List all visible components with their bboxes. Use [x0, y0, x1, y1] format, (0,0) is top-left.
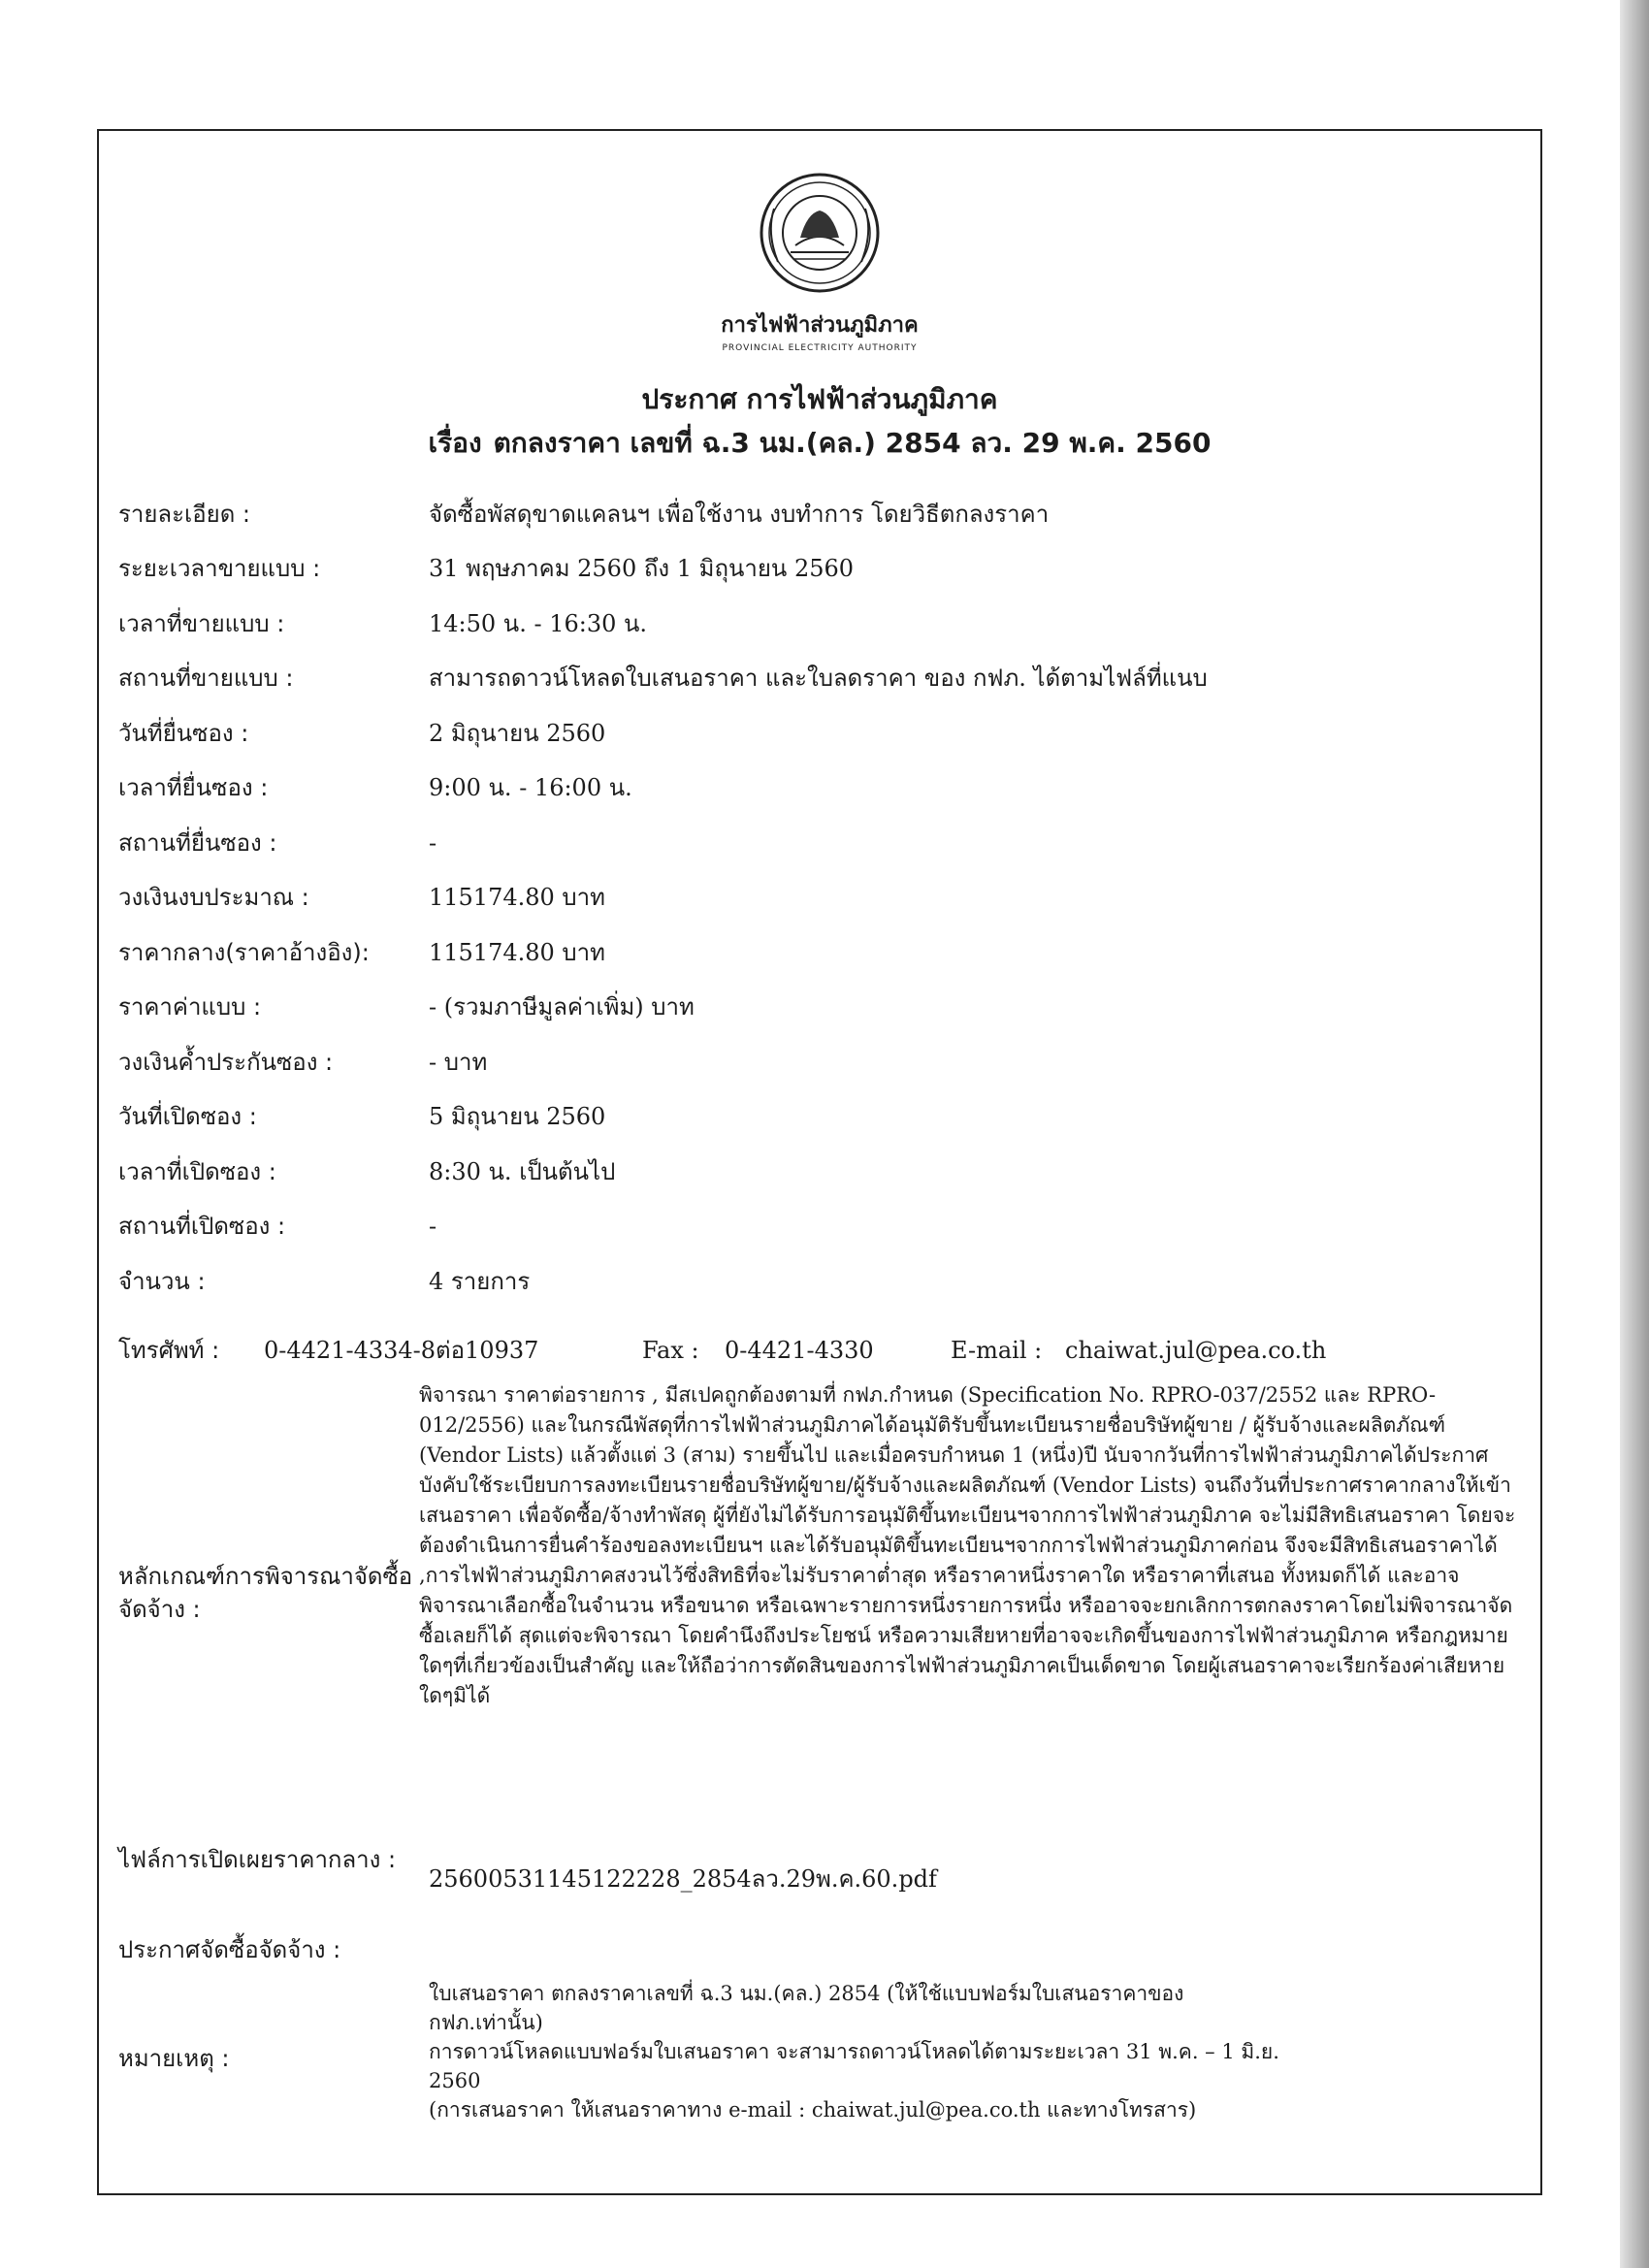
phone-label: โทรศัพท์ :	[118, 1337, 220, 1364]
fax-label: Fax :	[642, 1337, 699, 1364]
phone-value: 0-4421-4334-8ต่อ10937	[264, 1337, 539, 1364]
org-name-thai: การไฟฟ้าส่วนภูมิภาค	[721, 313, 919, 338]
pea-seal-logo	[757, 170, 883, 296]
note-line: ใบเสนอราคา ตกลงราคาเลขที่ ฉ.3 นม.(คล.) 2854 (ให้ใช้แบบฟอร์มใบเสนอราคาของ	[429, 1982, 1184, 2005]
field-value: 9:00 น. - 16:00 น.	[429, 774, 632, 801]
field-value: สามารถดาวน์โหลดใบเสนอราคา และใบลดราคา ของ กฟภ. ได้ตามไฟล์ที่แนบ	[429, 664, 1208, 692]
criteria-label: หลักเกณฑ์การพิจารณาจัดซื้อจัดจ้าง :	[118, 1563, 413, 1623]
announcement-title: ประกาศ การไฟฟ้าส่วนภูมิภาค	[641, 383, 998, 415]
field-value: -	[429, 829, 437, 857]
note-line: (การเสนอราคา ให้เสนอราคาทาง e-mail : chaiwat.jul@pea.co.th และทางโทรสาร)	[429, 2098, 1197, 2122]
file-disclosure-link[interactable]: 25600531145122228_2854ลว.29พ.ค.60.pdf	[429, 1865, 937, 1893]
field-value: -	[429, 1213, 437, 1240]
field-value: - บาท	[429, 1049, 488, 1076]
field-label: ระยะเวลาขายแบบ :	[118, 555, 321, 582]
notes-label: หมายเหตุ :	[118, 2045, 230, 2072]
field-value: 115174.80 บาท	[429, 939, 605, 966]
field-label: สถานที่เปิดซอง :	[118, 1213, 286, 1240]
field-value: 31 พฤษภาคม 2560 ถึง 1 มิถุนายน 2560	[429, 555, 855, 582]
header-logo-block	[99, 170, 1540, 353]
field-label: รายละเอียด :	[118, 501, 251, 528]
email-value: chaiwat.jul@pea.co.th	[1065, 1337, 1327, 1364]
announcement-subject	[99, 422, 1540, 465]
org-name-english: PROVINCIAL ELECTRICITY AUTHORITY	[722, 343, 918, 353]
field-value: จัดซื้อพัสดุขาดแคลนฯ เพื่อใช้งาน งบทำการ โดยวิธีตกลงราคา	[429, 501, 1050, 528]
page-edge-shadow	[1620, 0, 1649, 2268]
field-label: เวลาที่เปิดซอง :	[118, 1158, 276, 1185]
field-value: 5 มิถุนายน 2560	[429, 1103, 606, 1130]
criteria-text: พิจารณา ราคาต่อรายการ , มีสเปคถูกต้องตามที่ กฟภ.กำหนด (Specification No. RPRO-037/2552 และ RPRO-012/2556) และในกรณีพัสดุที่การไฟฟ้าส่วนภูมิภาคได้อนุมัติรับขึ้นทะเบียนรายชื่อบริษัทผู้ขาย / ผู้รับจ้างและผลิตภัณฑ์ (Vendor Lists) แล้วตั้งแต่ 3 (สาม) รายขึ้นไป และเมื่อครบกำหนด 1 (หนึ่ง)ปี นับจากวันที่การไฟฟ้าส่วนภูมิภาคได้ประกาศบังคับใช้ระเบียบการลงทะเบียนรายชื่อบริษัทผู้ขาย/ผู้รับจ้างและผลิตภัณฑ์ (Vendor Lists) จนถึงวันที่ประกาศราคากลางให้เข้าเสนอราคา เพื่อจัดซื้อ/จ้างทำพัสดุ ผู้ที่ยังไม่ได้รับการอนุมัติขึ้นทะเบียนฯจากการไฟฟ้าส่วนภูมิภาค จะไม่มีสิทธิเสนอราคา โดยจะต้องดำเนินการยื่นคำร้องขอลงทะเบียนฯ และได้รับอนุมัติขึ้นทะเบียนฯจากการไฟฟ้าส่วนภูมิภาคก่อน จึงจะมีสิทธิเสนอราคาได้ ,การไฟฟ้าส่วนภูมิภาคสงวนไว้ซึ่งสิทธิที่จะไม่รับราคาต่ำสุด หรือราคาหนึ่งราคาใด หรือราคาที่เสนอ ทั้งหมดก็ได้ และอาจพิจารณาเลือกซื้อในจำนวน หรือขนาด หรือเฉพาะรายการหนึ่งรายการหนึ่ง หรืออาจจะยกเลิกการตกลงราคาโดยไม่พิจารณาจัดซื้อเลยก็ได้ สุดแต่จะพิจารณา โดยคำนึงถึงประโยชน์ หรือความเสียหายที่อาจจะเกิดขึ้นของการไฟฟ้าส่วนภูมิภาค หรือกฎหมายใดๆที่เกี่ยวข้องเป็นสำคัญ และให้ถือว่าการตัดสินของการไฟฟ้าส่วนภูมิภาคเป็นเด็ดขาด โดยผู้เสนอราคาจะเรียกร้องค่าเสียหายใดๆมิได้	[419, 1383, 1516, 1707]
email-label: E-mail :	[951, 1337, 1043, 1364]
subject-text: ตกลงราคา เลขที่ ฉ.3 นม.(คล.) 2854 ลว. 29 พ.ค. 2560	[493, 427, 1212, 459]
note-line: กฟภ.เท่านั้น)	[429, 2011, 543, 2034]
field-value: 14:50 น. - 16:30 น.	[429, 610, 648, 637]
procurement-notice-label: ประกาศจัดซื้อจัดจ้าง :	[118, 1936, 341, 1963]
document-frame	[97, 129, 1542, 2195]
file-disclosure-label: ไฟล์การเปิดเผยราคากลาง :	[118, 1846, 397, 1873]
field-value: 115174.80 บาท	[429, 884, 605, 911]
field-label: วันที่เปิดซอง :	[118, 1103, 257, 1130]
field-label: วงเงินค้ำประกันซอง :	[118, 1049, 334, 1076]
subject-prefix: เรื่อง	[428, 427, 482, 459]
field-label: เวลาที่ขายแบบ :	[118, 610, 285, 637]
fax-value: 0-4421-4330	[725, 1337, 874, 1364]
note-line: 2560	[429, 2069, 481, 2092]
field-label: เวลาที่ยื่นซอง :	[118, 774, 269, 801]
field-label: สถานที่ขายแบบ :	[118, 664, 294, 692]
field-label: สถานที่ยื่นซอง :	[118, 829, 277, 857]
field-label: ราคาค่าแบบ :	[118, 993, 262, 1021]
field-label: ราคากลาง(ราคาอ้างอิง):	[118, 939, 370, 966]
field-value: 8:30 น. เป็นต้นไป	[429, 1158, 616, 1185]
field-value: - (รวมภาษีมูลค่าเพิ่ม) บาท	[429, 993, 695, 1021]
notes-text	[429, 1979, 1521, 2124]
field-value: 2 มิถุนายน 2560	[429, 720, 606, 747]
field-label: วันที่ยื่นซอง :	[118, 720, 249, 747]
note-line: การดาวน์โหลดแบบฟอร์มใบเสนอราคา จะสามารถดาวน์โหลดได้ตามระยะเวลา 31 พ.ค. – 1 มิ.ย.	[429, 2040, 1279, 2063]
field-label: วงเงินงบประมาณ :	[118, 884, 309, 911]
field-label: จำนวน :	[118, 1268, 206, 1295]
field-value: 4 รายการ	[429, 1268, 531, 1295]
